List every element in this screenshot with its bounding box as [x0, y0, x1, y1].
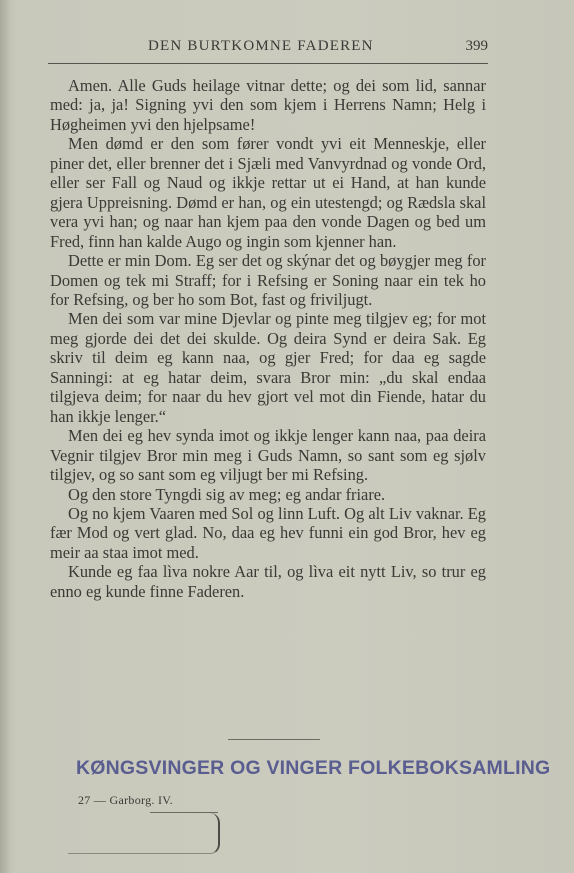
- running-title: DEN BURTKOMNE FADEREN: [148, 38, 374, 54]
- paragraph-5: Men dei eg hev synda imot og ikkje lenger kann naa, paa deira Vegnir tilgjev Bror min meg i Guds Namn, so sant som eg sjølv tilgjev, og so sant som eg viljugt ber mi Refsing.: [50, 426, 486, 485]
- paragraph-2: Men dømd er den som fører vondt yvi eit Menneskje, eller piner det, eller brenner det i Sjæli med Vanvyrdnad og vonde Ord, eller ser Fall og Naud og ikkje rettar ut ei Hand, at han kunde gjera Uppreisning. Dømd er han, og ein utestengd; og Rædsla skal vera yvi han; og naar han kjem paa den vonde Dagen og bed um Fred, finn han kalde Augo og ingin som kjenner han.: [50, 134, 486, 251]
- body-text: [50, 76, 486, 601]
- spine-shadow: [0, 0, 10, 873]
- page-tab-mark: [68, 813, 220, 854]
- paragraph-7: Og no kjem Vaaren med Sol og linn Luft. Og alt Liv vaknar. Eg fær Mod og vert glad. No, daa eg hev funni ein god Bror, hev eg meir aa staa imot med.: [50, 503, 486, 562]
- end-rule: [228, 739, 320, 740]
- paragraph-3: Dette er min Dom. Eg ser det og skýnar det og bøygjer meg for Domen og tek mi Straff; for i Refsing er Soning naar ein tek ho for Refsing, og ber ho som Bot, fast og friviljugt.: [50, 251, 486, 309]
- page-number: 399: [465, 38, 488, 54]
- printer-signature: 27 — Garborg. IV.: [78, 793, 173, 807]
- header-rule: [48, 63, 488, 64]
- running-head: [48, 38, 488, 62]
- paragraph-8: Kunde eg faa lìva nokre Aar til, og lìva eit nytt Liv, so trur eg enno eg kunde finne Faderen.: [50, 562, 486, 601]
- paragraph-4: Men dei som var mine Djevlar og pinte meg tilgjev eg; for mot meg gjorde dei det dei skulde. Og deira Synd er deira Sak. Eg skriv til deim eg kann naa, og gjer Fred; for daa eg sagde Sanningi: at eg hatar deim, svara Bror min: „du skal endaa tilgjeva deim; for naar du hev gjort vel mot din Fiende, hatar du han ikkje lenger.“: [50, 309, 486, 426]
- paragraph-1: Amen. Alle Guds heilage vitnar dette; og dei som lid, sannar med: ja, ja! Signing yvi den som kjem i Herrens Namn; Helg i Høgheimen yvi den hjelpsame!: [50, 76, 486, 134]
- library-stamp: KØNGSVINGER OG VINGER FOLKEBOKSAMLING: [76, 757, 551, 779]
- paragraph-6: Og den store Tyngdi sig av meg; eg andar friare.: [68, 484, 386, 504]
